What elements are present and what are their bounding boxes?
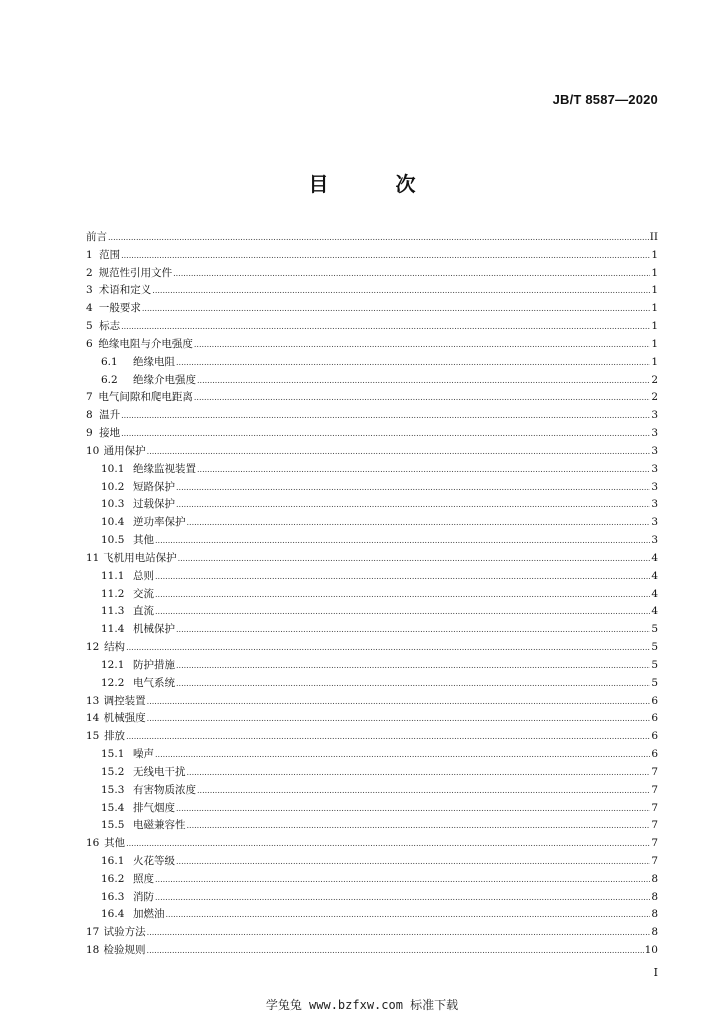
toc-entry-number: 11.3 [101, 605, 125, 618]
toc-entry-label: 绝缘监视装置 [133, 462, 196, 475]
toc-entry-label: 机械保护 [133, 623, 175, 636]
toc-entry[interactable] [86, 710, 658, 728]
toc-entry-number: 10 [86, 444, 100, 457]
toc-entry[interactable] [86, 639, 658, 657]
toc-entry[interactable] [86, 318, 658, 336]
toc-entry-page: 8 [651, 890, 658, 903]
toc-entry[interactable] [86, 229, 658, 247]
toc-entry-label: 总则 [133, 569, 154, 582]
toc-entry-page: 7 [651, 819, 658, 832]
toc-entry-number: 15.1 [101, 748, 125, 761]
toc-entry[interactable] [86, 871, 658, 889]
toc-entry-label: 逆功率保护 [133, 516, 186, 529]
toc-entry[interactable] [86, 300, 658, 318]
toc-entry-label: 电磁兼容性 [133, 819, 186, 832]
toc-dot-leader [126, 639, 650, 657]
toc-entry-label: 飞机用电站保护 [103, 551, 177, 564]
toc-entry-number: 15.4 [101, 801, 125, 814]
toc-entry-number: 12.2 [101, 676, 125, 689]
toc-entry-label: 排气烟度 [133, 801, 175, 814]
toc-entry-page: 4 [651, 569, 658, 582]
toc-entry-page: 5 [651, 623, 658, 636]
toc-entry-label: 电气间隙和爬电距离 [98, 391, 193, 404]
toc-entry-page: 7 [651, 801, 658, 814]
toc-entry[interactable] [86, 675, 658, 693]
toc-entry-number: 11.2 [101, 587, 125, 600]
toc-entry-label: 机械强度 [103, 712, 146, 725]
toc-entry-label: 温升 [99, 409, 121, 422]
toc-entry-page: 1 [651, 320, 658, 333]
toc-entry-label: 排放 [104, 730, 126, 743]
toc-entry-label: 绝缘电阻 [133, 355, 175, 368]
toc-entry[interactable] [86, 568, 658, 586]
toc-entry-page: 6 [651, 712, 658, 725]
toc-entry-page: 1 [651, 337, 658, 350]
toc-entry-number: 11.1 [101, 569, 125, 582]
toc-entry-page: 8 [651, 872, 658, 885]
toc-dot-leader [187, 817, 651, 835]
toc-entry[interactable] [86, 853, 658, 871]
toc-entry[interactable] [86, 835, 658, 853]
toc-dot-leader [166, 906, 651, 924]
toc-entry-number: 2 [86, 266, 93, 279]
toc-entry-page: 7 [651, 837, 658, 850]
toc-entry-label: 直流 [133, 605, 154, 618]
toc-entry-page: 3 [651, 534, 658, 547]
toc-entry-page: 2 [651, 373, 658, 386]
toc-entry-number: 15.3 [101, 783, 125, 796]
toc-dot-leader [147, 942, 644, 960]
toc-entry-page: 6 [651, 748, 658, 761]
toc-dot-leader [147, 693, 651, 711]
toc-entry-label: 一般要求 [98, 302, 141, 315]
toc-dot-leader [176, 354, 650, 372]
toc-entry[interactable] [86, 782, 658, 800]
toc-entry-number: 15.5 [101, 819, 125, 832]
toc-entry-number: 16.3 [101, 890, 125, 903]
toc-entry[interactable] [86, 443, 658, 461]
toc-entry[interactable] [86, 425, 658, 443]
toc-dot-leader [176, 675, 650, 693]
toc-entry-page: 6 [651, 730, 658, 743]
toc-dot-leader [126, 835, 650, 853]
toc-entry[interactable] [86, 603, 658, 621]
toc-entry-page: 1 [651, 248, 658, 261]
toc-entry[interactable] [86, 889, 658, 907]
toc-entry[interactable] [86, 764, 658, 782]
toc-dot-leader [155, 871, 650, 889]
page-folio: I [653, 966, 658, 979]
toc-dot-leader [155, 746, 650, 764]
toc-entry-number: 15.2 [101, 765, 125, 778]
toc-entry-page: 7 [651, 765, 658, 778]
toc-entry[interactable] [86, 746, 658, 764]
toc-entry-page: 4 [651, 587, 658, 600]
toc-dot-leader [108, 229, 649, 247]
toc-dot-leader [147, 924, 651, 942]
toc-entry[interactable] [86, 906, 658, 924]
toc-entry-number: 17 [86, 926, 100, 939]
toc-dot-leader [194, 336, 650, 354]
toc-entry[interactable] [86, 586, 658, 604]
toc-dot-leader [142, 300, 650, 318]
toc-entry[interactable] [86, 336, 658, 354]
toc-entry-page: 2 [651, 391, 658, 404]
toc-entry[interactable] [86, 496, 658, 514]
toc-entry-page: 3 [651, 516, 658, 529]
toc-entry-number: 10.2 [101, 480, 125, 493]
toc-entry-label: 前言 [86, 231, 107, 243]
toc-entry[interactable] [86, 924, 658, 942]
toc-entry[interactable] [86, 693, 658, 711]
standard-code: JB/T 8587—2020 [552, 92, 658, 107]
toc-entry-number: 6 [86, 337, 93, 350]
toc-entry-number: 3 [86, 284, 93, 297]
toc-entry-number: 15 [86, 730, 100, 743]
toc-entry-page: 10 [644, 944, 658, 957]
toc-entry-page: 3 [651, 498, 658, 511]
toc-entry-number: 12 [86, 641, 100, 654]
toc-entry-number: 11 [86, 551, 100, 564]
toc-dot-leader [176, 496, 650, 514]
toc-entry-number: 8 [86, 409, 93, 422]
toc-dot-leader [197, 372, 650, 390]
toc-dot-leader [155, 586, 650, 604]
toc-dot-leader [155, 603, 650, 621]
toc-entry-label: 噪声 [133, 748, 154, 761]
toc-entry-number: 9 [86, 427, 93, 440]
toc-entry-number: 16.1 [101, 854, 125, 867]
toc-entry[interactable] [86, 407, 658, 425]
toc-entry-label: 标志 [99, 320, 121, 333]
toc-entry-page: 3 [651, 409, 658, 422]
toc-entry[interactable] [86, 247, 658, 265]
toc-entry-label: 调控装置 [103, 694, 146, 707]
toc-dot-leader [194, 389, 650, 407]
toc-dot-leader [176, 853, 650, 871]
toc-entry-label: 火花等级 [133, 854, 175, 867]
toc-dot-leader [197, 782, 650, 800]
toc-entry-page: 4 [651, 605, 658, 618]
toc-entry-number: 10.1 [101, 462, 125, 475]
toc-entry-number: 16.4 [101, 908, 125, 921]
toc-dot-leader [178, 550, 651, 568]
toc-entry-page: 1 [651, 355, 658, 368]
toc-entry-page: 3 [651, 427, 658, 440]
toc-entry-number: 13 [86, 694, 100, 707]
toc-entry[interactable] [86, 389, 658, 407]
toc-entry-number: 7 [86, 391, 93, 404]
toc-entry[interactable] [86, 550, 658, 568]
toc-entry[interactable] [86, 265, 658, 283]
toc-entry-page: 7 [651, 783, 658, 796]
toc-entry[interactable] [86, 479, 658, 497]
toc-entry-label: 短路保护 [133, 480, 175, 493]
toc-entry-page: 5 [651, 641, 658, 654]
toc-entry-page: 1 [651, 266, 658, 279]
toc-entry-number: 10.4 [101, 516, 125, 529]
toc-entry-number: 16 [86, 837, 100, 850]
toc-entry-number: 10.3 [101, 498, 125, 511]
toc-entry-label: 无线电干扰 [133, 765, 186, 778]
toc-entry[interactable] [86, 532, 658, 550]
toc-entry-page: II [649, 231, 658, 243]
toc-entry-label: 范围 [99, 248, 121, 261]
toc-entry-number: 14 [86, 712, 100, 725]
toc-dot-leader [147, 710, 651, 728]
toc-entry-page: 1 [651, 284, 658, 297]
toc-dot-leader [176, 479, 650, 497]
toc-dot-leader [176, 800, 650, 818]
toc-entry[interactable] [86, 657, 658, 675]
toc-entry-label: 试验方法 [103, 926, 146, 939]
toc-entry-label: 术语和定义 [98, 284, 152, 297]
toc-entry-label: 其他 [133, 534, 154, 547]
toc-entry-label: 消防 [133, 890, 154, 903]
toc-entry-label: 有害物质浓度 [133, 783, 196, 796]
toc-entry-number: 6.2 [101, 373, 118, 386]
toc-entry-page: 3 [651, 462, 658, 475]
toc-entry-number: 5 [86, 320, 93, 333]
toc-entry-label: 其他 [104, 837, 126, 850]
toc-entry-page: 4 [651, 551, 658, 564]
toc-dot-leader [173, 265, 650, 283]
toc-dot-leader [121, 318, 650, 336]
toc-dot-leader [187, 764, 651, 782]
toc-entry-page: 5 [651, 658, 658, 671]
toc-entry[interactable] [86, 282, 658, 300]
toc-entry-number: 6.1 [101, 355, 118, 368]
toc-entry-label: 加燃油 [133, 908, 165, 921]
table-of-contents [86, 229, 658, 960]
toc-entry[interactable] [86, 621, 658, 639]
toc-entry-number: 18 [86, 944, 100, 957]
toc-entry-label: 照度 [133, 872, 154, 885]
toc-dot-leader [197, 461, 650, 479]
toc-dot-leader [155, 568, 650, 586]
toc-entry-page: 3 [651, 444, 658, 457]
toc-dot-leader [152, 282, 650, 300]
toc-entry-number: 11.4 [101, 623, 125, 636]
toc-entry-label: 通用保护 [103, 444, 146, 457]
page-title: 目 次 [308, 172, 446, 196]
toc-entry-number: 10.5 [101, 534, 125, 547]
toc-dot-leader [121, 425, 650, 443]
toc-entry[interactable] [86, 942, 658, 960]
toc-entry-label: 检验规则 [103, 944, 146, 957]
toc-entry-label: 绝缘电阻与介电强度 [98, 337, 193, 350]
toc-entry-label: 交流 [133, 587, 154, 600]
toc-entry[interactable] [86, 461, 658, 479]
toc-entry[interactable] [86, 514, 658, 532]
toc-entry-label: 防护措施 [133, 658, 175, 671]
toc-entry-number: 4 [86, 302, 93, 315]
toc-entry-label: 绝缘介电强度 [133, 373, 196, 386]
toc-entry-page: 1 [651, 302, 658, 315]
toc-entry-number: 1 [86, 248, 93, 261]
toc-entry[interactable] [86, 372, 658, 390]
toc-dot-leader [176, 657, 650, 675]
toc-entry-label: 电气系统 [133, 676, 175, 689]
toc-entry[interactable] [86, 728, 658, 746]
toc-dot-leader [121, 247, 650, 265]
toc-entry-page: 6 [651, 694, 658, 707]
toc-entry-label: 接地 [99, 427, 121, 440]
toc-dot-leader [187, 514, 651, 532]
toc-dot-leader [155, 889, 650, 907]
toc-entry-page: 7 [651, 854, 658, 867]
toc-entry-number: 12.1 [101, 658, 125, 671]
toc-dot-leader [121, 407, 650, 425]
toc-entry-label: 过载保护 [133, 498, 175, 511]
toc-entry-label: 规范性引用文件 [98, 266, 173, 279]
toc-entry-page: 5 [651, 676, 658, 689]
toc-entry-number: 16.2 [101, 872, 125, 885]
toc-dot-leader [155, 532, 650, 550]
toc-entry-page: 8 [651, 908, 658, 921]
toc-entry-label: 结构 [104, 641, 126, 654]
toc-entry[interactable] [86, 817, 658, 835]
toc-entry-page: 8 [651, 926, 658, 939]
toc-entry-page: 3 [651, 480, 658, 493]
watermark-text: 学兔兔 www.bzfxw.com 标准下载 [265, 998, 459, 1012]
toc-dot-leader [176, 621, 650, 639]
toc-entry[interactable] [86, 800, 658, 818]
toc-entry[interactable] [86, 354, 658, 372]
toc-dot-leader [147, 443, 651, 461]
toc-dot-leader [126, 728, 650, 746]
